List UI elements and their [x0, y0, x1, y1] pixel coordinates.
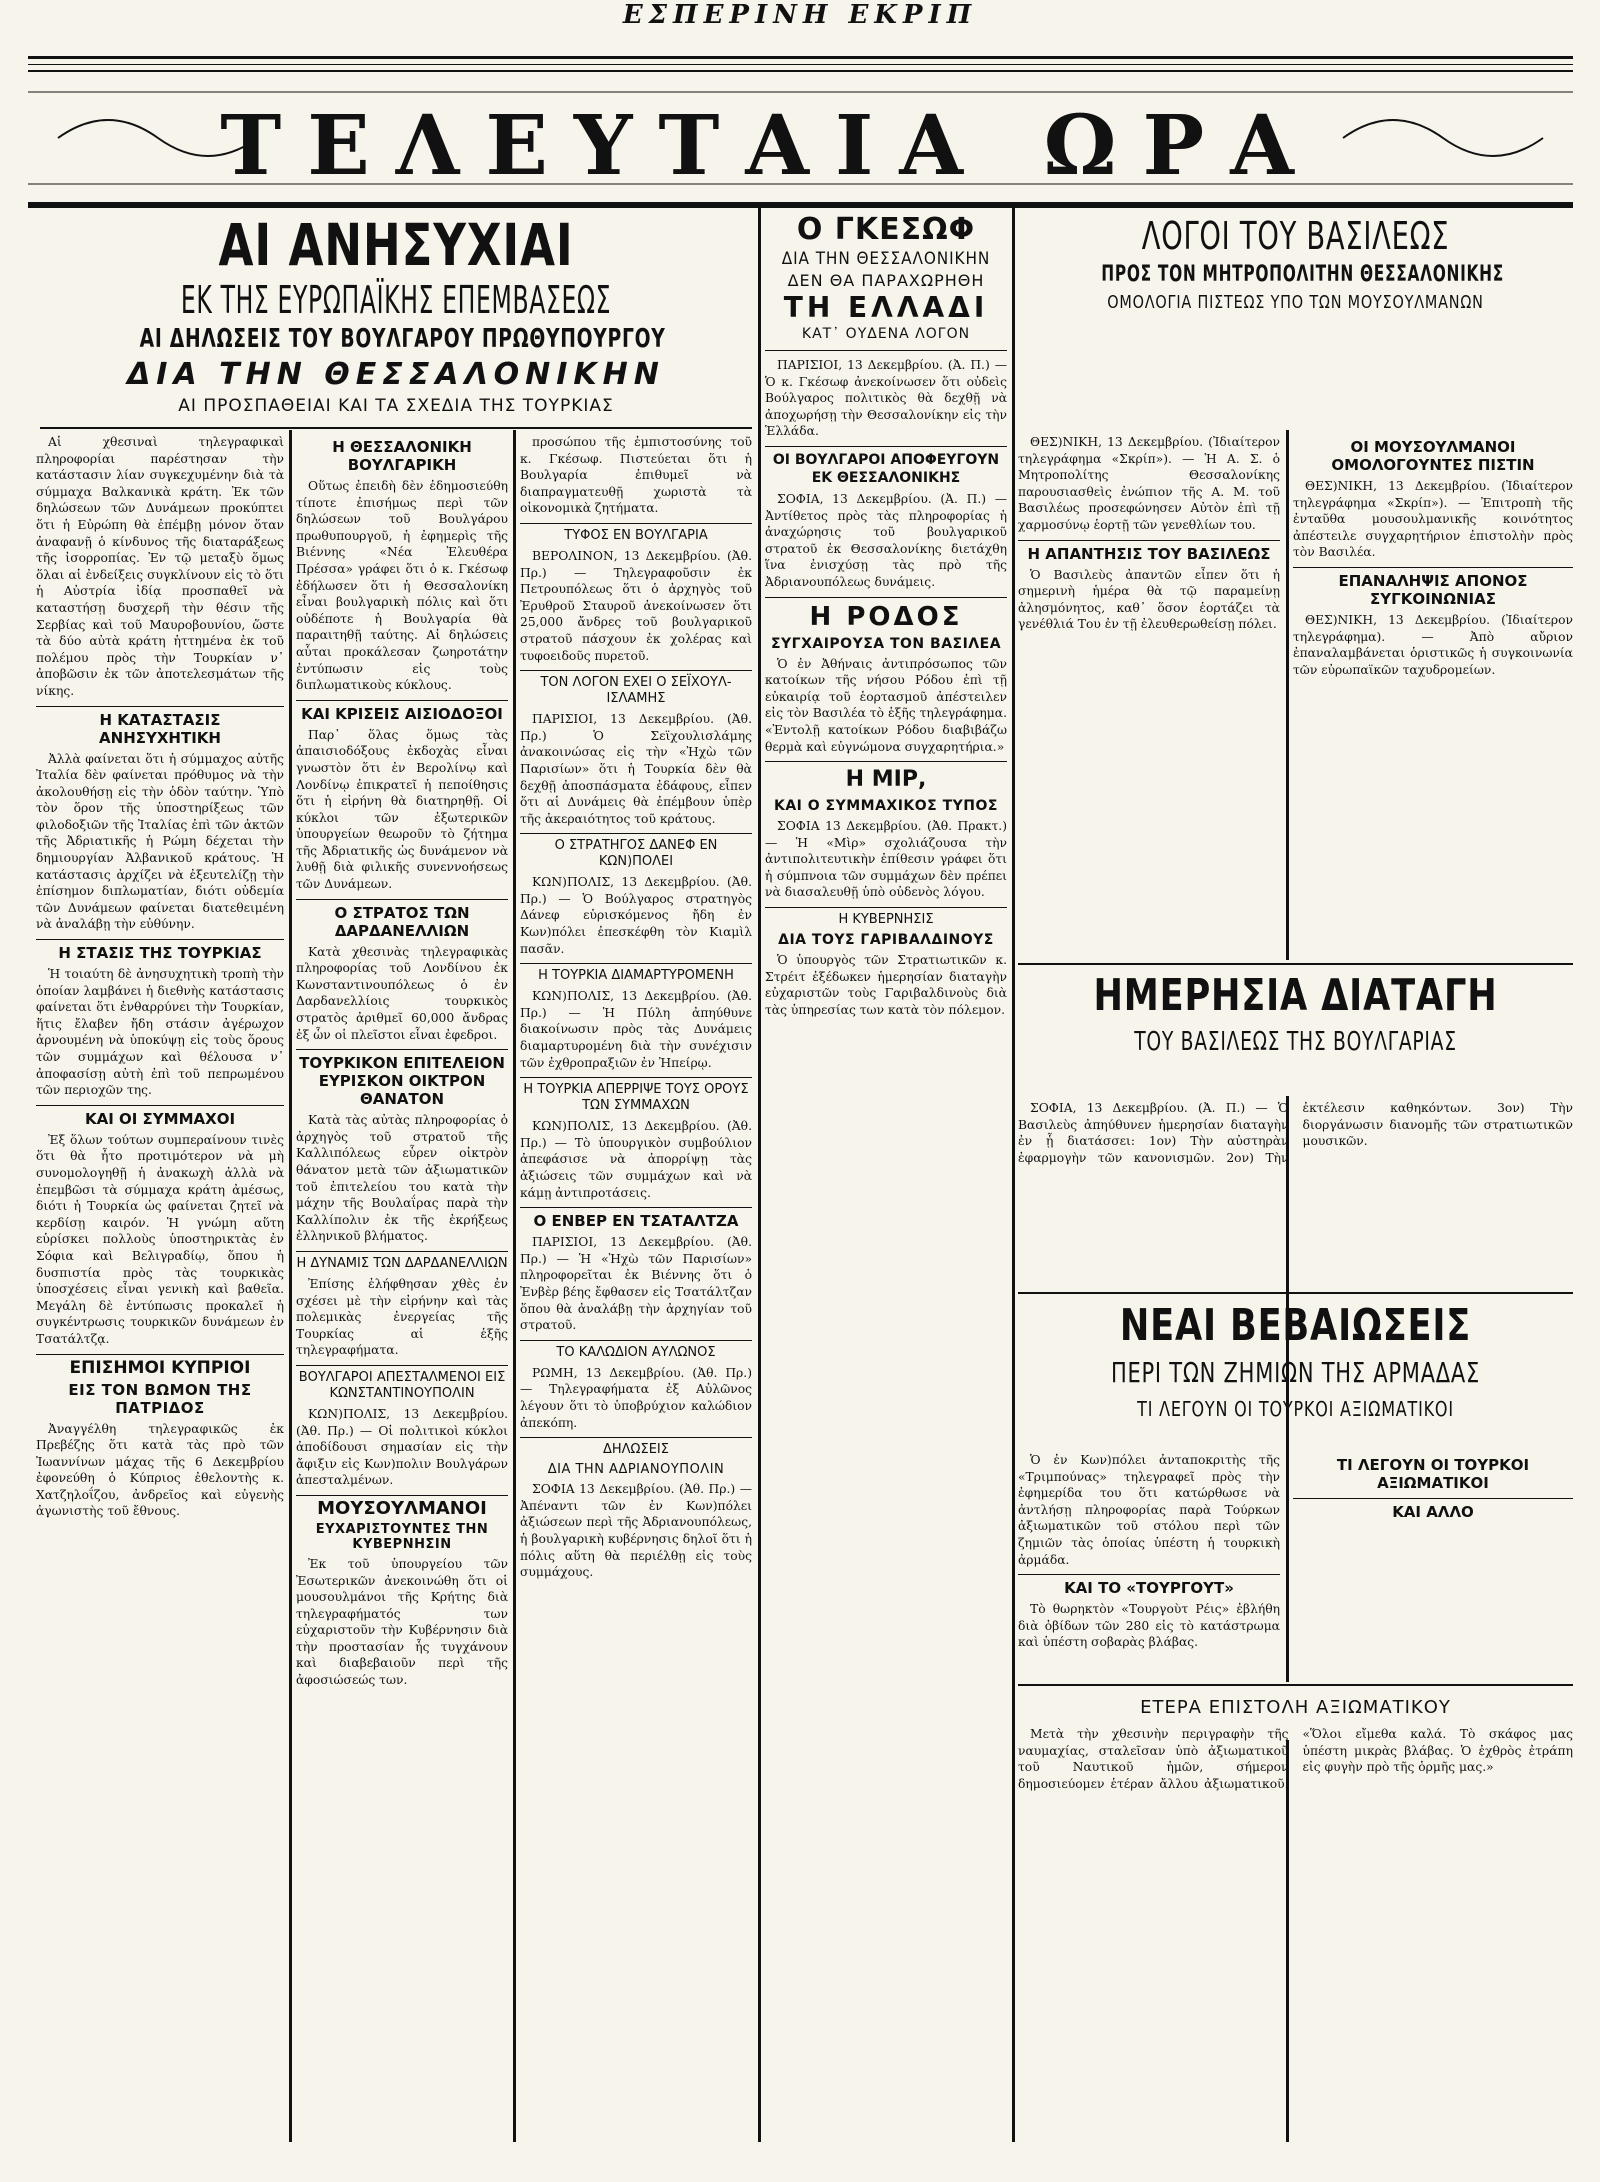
article-paragraph: προσώπου τῆς ἐμπιστοσύνης τοῦ κ. Γκέσωφ. Πιστεύεται ὅτι ἡ Βουλγαρία ἐπιθυμεῖ νὰ διαπραγματευθῇ χωριστὰ τὰ οἰκονομικὰ ζητήματα.: [520, 435, 752, 516]
article-paragraph: Ὁ ἐν Κων)πόλει ἀνταποκριτὴς τῆς «Τριμπούνας» τηλεγραφεῖ πρὸς τὴν ἐφημερίδα του ὅτι κατώρθωσε νὰ ἀντλήσῃ πληροφορίας παρὰ Τούρκων ἀξιωματικῶν τοῦ στόλου περὶ τῶν ζημιῶν τὰς ὁποίας ὑπέστη ἡ τουρκικὴ ἀρμάδα.: [1018, 1453, 1280, 1567]
article-paragraph: Ἐκ τοῦ ὑπουργείου τῶν Ἐσωτερικῶν ἀνεκοινώθη ὅτι οἱ μουσουλμάνοι τῆς Κρήτης διὰ τηλεγραφήματός των εὐχαριστοῦν τὴν Κυβέρνησιν διὰ τὴν προστασίαν ἧς τυγχάνουν καὶ διαβεβαιοῦν περὶ τῆς ἀφοσιώσεώς των.: [296, 1556, 508, 1688]
king-headline-block: [1018, 212, 1573, 430]
headline-order-of-day: ΗΜΕΡΗΣΙΑ ΔΙΑΤΑΓΗ: [1093, 970, 1498, 1021]
headline-fleet-damage: ΠΕΡΙ ΤΩΝ ΖΗΜΙΩΝ ΤΗΣ ΑΡΜΑΔΑΣ: [1110, 1356, 1481, 1389]
column-rule-4: [1012, 208, 1015, 2142]
subhead-and-more: ΚΑΙ ΑΛΛΟ: [1293, 1498, 1573, 1521]
subhead-communication: ΕΠΑΝΑΛΗΨΙΣ ΑΠΟΝΟΣ ΣΥΓΚΟΙΝΩΝΙΑΣ: [1293, 567, 1573, 608]
article-paragraph: Ἐξ ὅλων τούτων συμπεραίνουν τινὲς ὅτι θὰ ἦτο προτιμότερον νὰ μὴ συνομολογηθῇ ἡ ἀνακωχὴ ἀλλὰ νὰ ἐπεμβῶσι τὰ σύμμαχα κράτη ἀμέσως, διότι ἡ Τουρκία ὡς φαίνεται ζητεῖ νὰ κερδίσῃ καιρόν. Ἡ γνώμη αὕτη εὑρίσκει πολλοὺς ὑποστηρικτὰς ἐν Σόφια καὶ Βελιγραδίῳ, ὅπου ἡ δυσπιστία πρὸς τὰς τουρκικὰς ὑποσχέσεις εἶναι γενικὴ καὶ βαθεῖα. Μεγάλη δὲ ἐντύπωσις προκαλεῖ ἡ συγκέντρωσις τουρκικῶν δυνάμεων ἐν Τσατάλτζᾳ.: [36, 1132, 284, 1346]
article-paragraph: ΘΕΣ)ΝΙΚΗ, 13 Δεκεμβρίου. (Ἰδιαίτερον τηλεγράφημα «Σκρίπ»). — Ἐπιτροπὴ τῆς ἐνταῦθα μουσουλμανικῆς κοινότητος ἀπέστειλε συγχαρητήριον ἐπιστολὴν πρὸς τὸν Βασιλέα.: [1293, 479, 1573, 560]
masthead-top-rule-thin: [28, 64, 1573, 65]
headline-bulgarian-king: ΤΟΥ ΒΑΣΙΛΕΩΣ ΤΗΣ ΒΟΥΛΓΑΡΙΑΣ: [1134, 1027, 1457, 1057]
headline-officer-letter: ΕΤΕΡΑ ΕΠΙΣΤΟΛΗ ΑΞΙΩΜΑΤΙΚΟΥ: [1140, 1697, 1451, 1718]
headline-king-words-3: ΟΜΟΛΟΓΙΑ ΠΙΣΤΕΩΣ ΥΠΟ ΤΩΝ ΜΟΥΣΟΥΛΜΑΝΩΝ: [1107, 292, 1484, 313]
rule: [1018, 963, 1573, 965]
subhead-bulgarian-envoys: ΒΟΥΛΓΑΡΟΙ ΑΠΕΣΤΑΛΜΕΝΟΙ ΕΙΣ ΚΩΝΣΤΑΝΤΙΝΟΥΠΟΛΙΝ: [296, 1365, 508, 1402]
article-paragraph: ΠΑΡΙΣΙΟΙ, 13 Δεκεμβρίου. (Ἀ. Π.) — Ὁ κ. Γκέσωφ ἀνεκοίνωσεν ὅτι οὐδεὶς Βούλγαρος πολιτικὸς θὰ δεχθῇ νὰ ἀποχωρήσῃ τὴν Θεσσαλονίκην εἰς τὴν Ἑλλάδα.: [765, 358, 1007, 439]
article-paragraph: ΣΟΦΙΑ, 13 Δεκεμβρίου. (Ἀ. Π.) — Ἀντίθετος πρὸς τὰς πληροφορίας ἡ ἀναχώρησις τοῦ βουλγαρικοῦ στρατοῦ ἐκ Θεσσαλονίκης διετάχθη ἵνα ἐνισχύσῃ τὰς πρὸ τῆς Ἀδριανουπόλεως δυνάμεις.: [765, 491, 1007, 589]
article-paragraph: ΚΩΝ)ΠΟΛΙΣ, 13 Δεκεμβρίου. (Ἀθ. Πρ.) — Ἡ Πύλη ἀπηύθυνε διακοίνωσιν πρὸς τὰς Δυνάμεις διαμαρτυρομένη διὰ τὴν συνέχισιν τῶν ἐχθροπραξιῶν ἐν Ἠπείρῳ.: [520, 989, 752, 1070]
order-headline-block: [1018, 968, 1573, 1094]
subhead-king-reply: Η ΑΠΑΝΤΗΣΙΣ ΤΟΥ ΒΑΣΙΛΕΩΣ: [1018, 540, 1280, 563]
subhead-muslims-faith: ΟΙ ΜΟΥΣΟΥΛΜΑΝΟΙ ΟΜΟΛΟΓΟΥΝΤΕΣ ΠΙΣΤΙΝ: [1331, 438, 1535, 474]
headline-king-words: ΛΟΓΟΙ ΤΟΥ ΒΑΣΙΛΕΩΣ: [1141, 214, 1450, 258]
subhead-statements: ΔΗΛΩΣΕΙΣ: [520, 1437, 752, 1458]
masthead-title: ΤΕΛΕΥΤΑΙΑ ΩΡΑ: [220, 98, 1320, 194]
rule: [1018, 1684, 1573, 1686]
subhead-rhodes-2: ΣΥΓΧΑΙΡΟΥΣΑ ΤΟΝ ΒΑΣΙΛΕΑ: [770, 635, 1002, 652]
article-paragraph: ΒΕΡΟΛΙΝΟΝ, 13 Δεκεμβρίου. (Ἀθ. Πρ.) — Τηλεγραφοῦσιν ἐκ Πετρουπόλεως ὅτι ὁ ἀρχηγὸς τοῦ Ἐρυθροῦ Σταυροῦ ἀνεκοίνωσεν ὅτι 25,000 ἄνδρες τοῦ βουλγαρικοῦ στρατοῦ πάσχουν ἐκ χολέρας καὶ τυφοειδοῦς πυρετοῦ.: [520, 548, 752, 663]
article-paragraph: Ἀναγγέλθη τηλεγραφικῶς ἐκ Πρεβέζης ὅτι κατὰ τὰς πρὸ τῶν Ἰωαννίνων μάχας τῆς 6 Δεκεμβρίου ἐφονεύθη ὁ Κύπριος ἐθελοντὴς κ. Χατζηλοΐζου, ἀνδρεῖος καὶ εὐγενὴς ἀγωνιστὴς τοῦ ἔθνους.: [36, 1421, 284, 1519]
rule: [765, 350, 1007, 351]
subhead-rhodes: Η ΡΟΔΟΣ: [765, 597, 1007, 632]
article-paragraph: ΘΕΣ)ΝΙΚΗ, 13 Δεκεμβρίου. (Ἰδιαίτερον τηλεγράφημα «Σκρίπ»). — Ἡ Α. Σ. ὁ Μητροπολίτης Θεσσαλονίκης παρουσιασθεὶς ἐνώπιον τῆς Α. Μ. τοῦ Βασιλέως προσεφώνησεν Αὐτὸν ἐπὶ τῇ χαρμοσύνῳ ἑορτῇ τῶν γενεθλίων του.: [1018, 435, 1280, 532]
headline-geshov: Ο ΓΚΕΣΩΦ: [796, 212, 976, 247]
headline-efforts: ΑΙ ΠΡΟΣΠΑΘΕΙΑΙ ΚΑΙ ΤΑ ΣΧΕΔΙΑ ΤΗΣ ΤΟΥΡΚΙΑΣ: [178, 396, 614, 416]
subhead-enver: Ο ΕΝΒΕΡ ΕΝ ΤΣΑΤΑΛΤΖΑ: [520, 1207, 752, 1230]
article-paragraph: Κατὰ χθεσινὰς τηλεγραφικὰς πληροφορίας τοῦ Λονδίνου ἐκ Κωνσταντινουπόλεως ὁ ἐν Δαρδανελλίοις τουρκικὸς στρατὸς ἀριθμεῖ 60,000 ἄνδρας ἐξ ὧν οἱ πλεῖστοι εἶναι ἐφεδροι.: [296, 944, 508, 1042]
fleet-right: [1293, 1452, 1573, 1680]
subhead-dardanelles-army: Ο ΣΤΡΑΤΟΣ ΤΩΝ ΔΑΡΔΑΝΕΛΛΙΩΝ: [296, 899, 508, 940]
subhead-dardanelles-force: Η ΔΥΝΑΜΙΣ ΤΩΝ ΔΑΡΔΑΝΕΛΛΙΩΝ: [296, 1251, 508, 1272]
subhead-bulgarian-thessaloniki: Η ΘΕΣΣΑΛΟΝΙΚΗ ΒΟΥΛΓΑΡΙΚΗ: [332, 438, 472, 474]
article-paragraph: ΠΑΡΙΣΙΟΙ, 13 Δεκεμβρίου. (Ἀθ. Πρ.) Ὁ Σεϊχουλισλάμης ἀνακοινώσας εἰς τὴν «Ἠχὼ τῶν Παρισίων» ὅτι ἡ Τουρκία δὲν θὰ δεχθῇ ἀποσπάσματα ἐδάφους, εἶπεν ὅτι αἱ Δυνάμεις θὰ ἐπέμβουν ὑπὲρ τῆς ἀκεραιότητος τοῦ κράτους.: [520, 712, 752, 826]
subhead-muslims-2: ΕΥΧΑΡΙΣΤΟΥΝΤΕΣ ΤΗΝ ΚΥΒΕΡΝΗΣΙΝ: [315, 1521, 489, 1552]
subhead-allies: ΚΑΙ ΟΙ ΣΥΜΜΑΧΟΙ: [36, 1105, 284, 1128]
article-paragraph: Ἐπίσης ἐλήφθησαν χθὲς ἐν σχέσει μὲ τὴν εἰρήνην καὶ τὰς πολεμικὰς ἐνεργείας τῆς Τουρκίας αἱ ἑξῆς τηλεγραφήματα.: [296, 1276, 508, 1358]
article-paragraph: ΣΟΦΙΑ, 13 Δεκεμβρίου. (Ἀ. Π.) — Ὁ Βασιλεὺς ἀπηύθυνεν ἡμερησίαν διαταγὴν ἐν ᾗ διατάσσει: 1ον) Τὴν αὐστηρὰν ἐφαρμογὴν τῶν κανονισμῶν. 2ον) Τὴν ἐκτέλεσιν καθηκόντων. 3ον) Τὴν διοργάνωσιν διανομῆς τῶν στρατιωτικῶν μουσικῶν.: [1018, 1101, 1573, 1165]
subhead-turkey-rejected: Η ΤΟΥΡΚΙΑ ΑΠΕΡΡΙΨΕ ΤΟΥΣ ΟΡΟΥΣ ΤΩΝ ΣΥΜΜΑΧΩΝ: [520, 1077, 752, 1114]
lead-headline-block: [40, 212, 752, 427]
column-5-left: [1018, 434, 1280, 960]
subhead-turkey-stance: Η ΣΤΑΣΙΣ ΤΗΣ ΤΟΥΡΚΙΑΣ: [36, 939, 284, 962]
headline-sub: ΕΚ ΤΗΣ ΕΥΡΩΠΑΪΚΗΣ ΕΠΕΜΒΑΣΕΩΣ: [180, 278, 612, 322]
subhead-muslims: ΜΟΥΣΟΥΛΜΑΝΟΙ: [296, 1495, 508, 1518]
fleet-headline-block: [1018, 1298, 1573, 1448]
headline-geshov-4: ΤΗ ΕΛΛΑΔΙ: [783, 291, 989, 324]
article-paragraph: ΚΩΝ)ΠΟΛΙΣ, 13 Δεκεμβρίου. (Ἀθ. Πρ.) — Τὸ ὑπουργικὸν συμβούλιον ἀπεφάσισε νὰ ἀπορρίψῃ τὰς ἀξιώσεις τῶν συμμάχων καὶ νὰ κάμῃ ἀντιπροτάσεις.: [520, 1119, 752, 1200]
column-rule-3: [758, 208, 761, 2142]
headline-geshov-3: ΔΕΝ ΘΑ ΠΑΡΑΧΩΡΗΘΗ: [787, 271, 985, 290]
column-rule-2: [513, 430, 516, 2142]
headline-king-words-2: ΠΡΟΣ ΤΟΝ ΜΗΤΡΟΠΟΛΙΤΗΝ ΘΕΣΣΑΛΟΝΙΚΗΣ: [1101, 262, 1504, 287]
rule: [1018, 1292, 1573, 1294]
masthead-bottom-rule: [28, 204, 1573, 208]
article-paragraph: ΚΩΝ)ΠΟΛΙΣ, 13 Δεκεμβρίου. (Ἀθ. Πρ.) — Οἱ πολιτικοὶ κύκλοι ἀποδίδουσι σημασίαν εἰς τὴν ἄφιξιν εἰς Κων)πολιν Βουλγάρων ἀπεσταλμένων.: [296, 1406, 508, 1488]
subhead-avlona-cable: ΤΟ ΚΑΛΩΔΙΟΝ ΑΥΛΩΝΟΣ: [520, 1340, 752, 1361]
fleet-left: [1018, 1452, 1280, 1680]
subhead-cypriots: ΕΠΙΣΗΜΟΙ ΚΥΠΡΙΟΙ: [36, 1354, 284, 1377]
subhead-officers-say: ΤΙ ΛΕΓΟΥΝ ΟΙ ΤΟΥΡΚΟΙ ΑΞΙΩΜΑΤΙΚΟΙ: [1336, 1456, 1530, 1492]
lead-headline-rule: [40, 427, 752, 429]
article-paragraph: ΠΑΡΙΣΙΟΙ, 13 Δεκεμβρίου. (Ἀθ. Πρ.) — Ἡ «Ἠχὼ τῶν Παρισίων» πληροφορεῖται ἐκ Βιέννης ὅτι ὁ Ἐνβὲρ βέης ἔφθασεν εἰς Τσατάλτζαν ὅπου θὰ ἀναλάβῃ τὴν ἀρχηγίαν τοῦ στρατοῦ.: [520, 1235, 752, 1333]
article-paragraph: Ἀλλὰ φαίνεται ὅτι ἡ σύμμαχος αὐτῆς Ἰταλία δὲν φαίνεται πρόθυμος νὰ τὴν ἀκολουθήσῃ εἰς τὴν ὁδὸν ταύτην. Ὑπὸ τὸν ὅρον τῆς ὑποστηρίξεως τῶν φιλοδοξιῶν τῆς Ἰταλίας ἐπὶ τῶν ἀκτῶν τῆς Ἀδριατικῆς ἡ Ρώμη δέχεται τὴν δημιουργίαν Ἀλβανικοῦ κράτους. Ἡ κατάστασις ἀρχίζει νὰ ἐξευτελίζῃ τὴν ἐπίσημον διπλωματίαν, διότι οὐδεμία τῶν Δυνάμεων φαίνεται διατεθειμένη νὰ ἀναλάβῃ τὴν εὐθύνην.: [36, 751, 284, 932]
subhead-cypriots-2: ΕΙΣ ΤΟΝ ΒΩΜΟΝ ΤΗΣ ΠΑΤΡΙΔΟΣ: [68, 1380, 252, 1417]
article-paragraph: ΡΩΜΗ, 13 Δεκεμβρίου. (Ἀθ. Πρ.) — Τηλεγραφήματα ἐξ Αὐλῶνος λέγουν ὅτι τὸ ὑποβρύχιον καλώδιον ἀπεκόπη.: [520, 1365, 752, 1430]
officer-letter: [1018, 1690, 1573, 2142]
article-paragraph: Ὁ ὑπουργὸς τῶν Στρατιωτικῶν κ. Στρέιτ ἐξέδωκεν ἡμερησίαν διαταγὴν εὐχαριστῶν τοὺς Γαριβαλδινοὺς διὰ τὰς ὑπηρεσίας των κατὰ τὸν πόλεμον.: [765, 953, 1007, 1017]
headline-deck: ΑΙ ΔΗΛΩΣΕΙΣ ΤΟΥ ΒΟΥΛΓΑΡΟΥ ΠΡΩΘΥΠΟΥΡΓΟΥ: [139, 324, 666, 354]
officer-letter-body: [1018, 1726, 1573, 1792]
subhead-sheikh-ul-islam: ΤΟΝ ΛΟΓΟΝ ΕΧΕΙ Ο ΣΕΪΧΟΥΛ-ΙΣΛΑΜΗΣ: [520, 670, 752, 707]
headline-main: ΑΙ ΑΝΗΣΥΧΙΑΙ: [218, 212, 574, 279]
subhead-government: Η ΚΥΒΕΡΝΗΣΙΣ: [765, 907, 1007, 928]
headline-geshov-5: ΚΑΤ᾿ ΟΥΔΕΝΑ ΛΟΓΟΝ: [801, 326, 971, 342]
subhead-bulgarians-leave: ΟΙ ΒΟΥΛΓΑΡΟΙ ΑΠΟΦΕΥΓΟΥΝ ΕΚ ΘΕΣΣΑΛΟΝΙΚΗΣ: [765, 446, 1007, 487]
column-rule-1: [289, 430, 292, 2142]
headline-thessaloniki: ΔΙΑ ΤΗΝ ΘΕΣΣΑΛΟΝΙΚΗΝ: [127, 357, 665, 392]
column-1: [36, 434, 284, 2142]
subhead-turkish-staff: ΤΟΥΡΚΙΚΟΝ ΕΠΙΤΕΛΕΙΟΝ ΕΥΡΙΣΚΟΝ ΟΙΚΤΡΟΝ ΘΑΝΑΤΟΝ: [296, 1049, 508, 1108]
subhead-typhus: ΤΥΦΟΣ ΕΝ ΒΟΥΛΓΑΡΙΑ: [520, 523, 752, 544]
subhead-garibaldini: ΔΙΑ ΤΟΥΣ ΓΑΡΙΒΑΛΔΙΝΟΥΣ: [778, 932, 994, 949]
article-paragraph: Ὁ Βασιλεὺς ἀπαντῶν εἶπεν ὅτι ἡ σημερινὴ ἡμέρα θὰ τῷ παραμείνῃ ἀλησμόνητος, καθ᾿ ὅσον ἑορτάζει τὰ γενέθλιά Του ἐν τῇ ἐλευθερωθείσῃ πόλει.: [1018, 567, 1280, 632]
headline-geshov-2: ΔΙΑ ΤΗΝ ΘΕΣΣΑΛΟΝΙΚΗΝ: [781, 249, 991, 269]
column-rule-5a: [1286, 430, 1289, 960]
paper-name: ΕΣΠΕΡΙΝΗ ΕΚΡΙΠ: [622, 0, 978, 30]
column-5-right: [1293, 434, 1573, 960]
article-paragraph: Κατὰ τὰς αὐτὰς πληροφορίας ὁ ἀρχηγὸς τοῦ στρατοῦ τῆς Καλλιπόλεως εὗρεν οἰκτρὸν θάνατον μετὰ τῶν ἀξιωματικῶν τοῦ ἐπιτελείου του κατὰ τὴν μάχην τῆς Βουλαΐρας παρὰ τὴν Καλλίπολιν ἐκ τῆς ἐκρήξεως ἑλληνικοῦ βλήματος.: [296, 1113, 508, 1244]
subhead-situation: Η ΚΑΤΑΣΤΑΣΙΣ ΑΝΗΣΥΧΗΤΙΚΗ: [36, 706, 284, 747]
headline-turkish-officers: ΤΙ ΛΕΓΟΥΝ ΟΙ ΤΟΥΡΚΟΙ ΑΞΙΩΜΑΤΙΚΟΙ: [1137, 1397, 1454, 1421]
column-2: [296, 434, 508, 2142]
article-paragraph: ΣΟΦΙΑ 13 Δεκεμβρίου. (Ἀθ. Πρακτ.) — Ἡ «Μὶρ» σχολιάζουσα τὴν ἀντιπολιτευτικὴν ἐπίθεσιν γράφει ὅτι ἡ σύμπνοια τῶν συμμάχων δὲν πρέπει νὰ διασαλευθῇ ὑπὸ οὐδενὸς λόγου.: [765, 819, 1007, 900]
article-paragraph: Τὸ θωρηκτὸν «Τουργοὺτ Ρέις» ἐβλήθη διὰ ὀβίδων τῶν 280 εἰς τὸ κατάστρωμα καὶ ὑπέστη σοβαρὰς βλάβας.: [1018, 1602, 1280, 1650]
article-paragraph: Αἱ χθεσιναὶ τηλεγραφικαὶ πληροφορίαι παρέστησαν τὴν κατάστασιν λίαν συγκεχυμένην διὰ τὰ σύμμαχα Βαλκανικὰ κράτη. Ἐκ τῶν δηλώσεων τῶν Δυνάμεων προκύπτει ὅτι ἡ Εὐρώπη θὰ ἐπέμβῃ μόνον ὅταν ἀναφανῇ ὁ κίνδυνος τῆς διαταράξεως τῆς ἰσορροπίας. Ἐν τῷ μεταξὺ ὅμως ὅλαι αἱ ἐνδείξεις συγκλίνουν εἰς τὸ ὅτι ἡ Αὐστρία ἰδίᾳ προσπαθεῖ νὰ καταστήσῃ δυσχερῆ τὴν θέσιν τῆς Σερβίας καὶ τοῦ Μαυροβουνίου, ὥστε τὰ δύο αὐτὰ κράτη ἡττημένα ἐκ τοῦ πολέμου πρὸς τὴν Τουρκίαν ν᾿ ἀποβῶσιν ἐκ τῶν ἀποτελεσμάτων τῆς νίκης.: [36, 435, 284, 698]
masthead-top-rule: [28, 56, 1573, 59]
subhead-adrianople: ΔΙΑ ΤΗΝ ΑΔΡΙΑΝΟΥΠΟΛΙΝ: [547, 1462, 725, 1478]
column-3: [520, 434, 752, 2142]
subhead-optimistic: ΚΑΙ ΚΡΙΣΕΙΣ ΑΙΣΙΟΔΟΞΟΙ: [296, 700, 508, 723]
article-paragraph: ΘΕΣ)ΝΙΚΗ, 13 Δεκεμβρίου. (Ἰδιαίτερον τηλεγράφημα). — Ἀπὸ αὔριον ἐπαναλαμβάνεται ὁριστικῶς ἡ συγκοινωνία τῶν εὐρωπαϊκῶν ταχυδρομείων.: [1293, 612, 1573, 677]
article-paragraph: Ἡ τοιαύτη δὲ ἀνησυχητικὴ τροπὴ τὴν ὁποίαν λαμβάνει ἡ διεθνὴς κατάστασις φαίνεται ὅτι ἐνθαρρύνει τὴν Τουρκίαν, ἥτις ἔλαβεν ἤδη στάσιν ἀγέρωχον ἀρνουμένη νὰ ὑποκύψῃ εἰς τοὺς ὅρους τῶν συμμάχων καὶ θέλουσα ν᾿ ἀποφασίσῃ αὐτὴ ἐπὶ τοῦ πεπρωμένου τῶν περιοχῶν της.: [36, 967, 284, 1098]
article-paragraph: ΚΩΝ)ΠΟΛΙΣ, 13 Δεκεμβρίου. (Ἀθ. Πρ.) — Ὁ Βούλγαρος στρατηγὸς Δάνεφ εὑρισκόμενος ἤδη ἐν Κων)πόλει ἐπεσκέφθη τὸν Κιαμὶλ πασᾶν.: [520, 875, 752, 956]
subhead-mir: Η ΜΙΡ,: [765, 761, 1007, 794]
article-paragraph: Παρ᾿ ὅλας ὅμως τὰς ἀπαισιοδόξους ἐκδοχὰς εἶναι γνωστὸν ὅτι ἐν Βερολίνῳ καὶ Λονδίνῳ ἐπικρατεῖ ἡ πεποίθησις ὅτι ἡ εἰρήνη θὰ διατηρηθῇ. Οἱ κύκλοι τῶν ἐξωτερικῶν ὑπουργείων θεωροῦν τὸ ζήτημα τῆς Ἀδριατικῆς ὡς δυνάμενον νὰ λυθῇ διὰ φιλικῆς συνεννοήσεως τῶν Δυνάμεων.: [296, 727, 508, 892]
subhead-mir-2: ΚΑΙ Ο ΣΥΜΜΑΧΙΚΟΣ ΤΥΠΟΣ: [773, 798, 998, 815]
headline-new-assertions: ΝΕΑΙ ΒΕΒΑΙΩΣΕΙΣ: [1119, 1300, 1472, 1351]
article-paragraph: Μετὰ τὴν χθεσινὴν περιγραφὴν τῆς ναυμαχίας, σταλεῖσαν ὑπὸ ἀξιωματικοῦ τοῦ Ναυτικοῦ ἡμῶν, σήμερον δημοσιεύομεν ἑτέραν ἄλλου ἀξιωματικοῦ. «Ὅλοι εἴμεθα καλά. Τὸ σκάφος μας ὑπέστη μικρὰς βλάβας. Ὁ ἐχθρὸς ἐτράπη εἰς φυγὴν πρὸ τῆς ὁρμῆς μας.»: [1018, 1727, 1573, 1791]
article-paragraph: ΣΟΦΙΑ 13 Δεκεμβρίου. (Ἀθ. Πρ.) — Ἀπέναντι τῶν ἐν Κων)πόλει ἀξιώσεων περὶ τῆς Ἀδριανουπόλεως, ἡ βουλγαρικὴ κυβέρνησις δηλοῖ ὅτι ἡ πόλις αὕτη θὰ περιέλθῃ εἰς τοὺς συμμάχους.: [520, 1482, 752, 1580]
order-body: [1018, 1100, 1573, 1290]
subhead-general-danev: Ο ΣΤΡΑΤΗΓΟΣ ΔΑΝΕΦ ΕΝ ΚΩΝ)ΠΟΛΕΙ: [520, 833, 752, 870]
subhead-turkey-protests: Η ΤΟΥΡΚΙΑ ΔΙΑΜΑΡΤΥΡΟΜΕΝΗ: [520, 963, 752, 984]
subhead-turgut: ΚΑΙ ΤΟ «ΤΟΥΡΓΟΥΤ»: [1018, 1574, 1280, 1597]
column-4: [765, 212, 1007, 2142]
article-paragraph: Οὕτως ἐπειδὴ δὲν ἐδημοσιεύθη τίποτε ἐπισήμως περὶ τῶν δηλώσεων τοῦ Βουλγάρου πρωθυπουργοῦ, ἡ ἐφημερὶς τῆς Βιέννης «Νέα Ἐλευθέρα Πρέσσα» γράφει ὅτι ὁ κ. Γκέσωφ ἐδήλωσεν ὅτι ἡ Θεσσαλονίκη εἶναι βουλγαρικὴ πόλις καὶ ὅτι οὐδέποτε ἡ Βουλγαρία θὰ παραιτηθῇ ταύτης. Αἱ δηλώσεις αὗται προκάλεσαν ζωηροτάτην ἐντύπωσιν εἰς τοὺς διπλωματικοὺς κύκλους.: [296, 479, 508, 693]
article-paragraph: Ὁ ἐν Ἀθήναις ἀντιπρόσωπος τῶν κατοίκων τῆς νήσου Ρόδου ἐπὶ τῇ εὐκαιρίᾳ τοῦ ἑορτασμοῦ ἀπέστειλεν εἰς τὸν Βασιλέα τὸ ἑξῆς τηλεγράφημα. «Ἐντολῇ κατοίκων Ρόδου διαβιβάζω θερμὰ καὶ εὐγνώμονα συγχαρητήρια.»: [765, 656, 1007, 754]
